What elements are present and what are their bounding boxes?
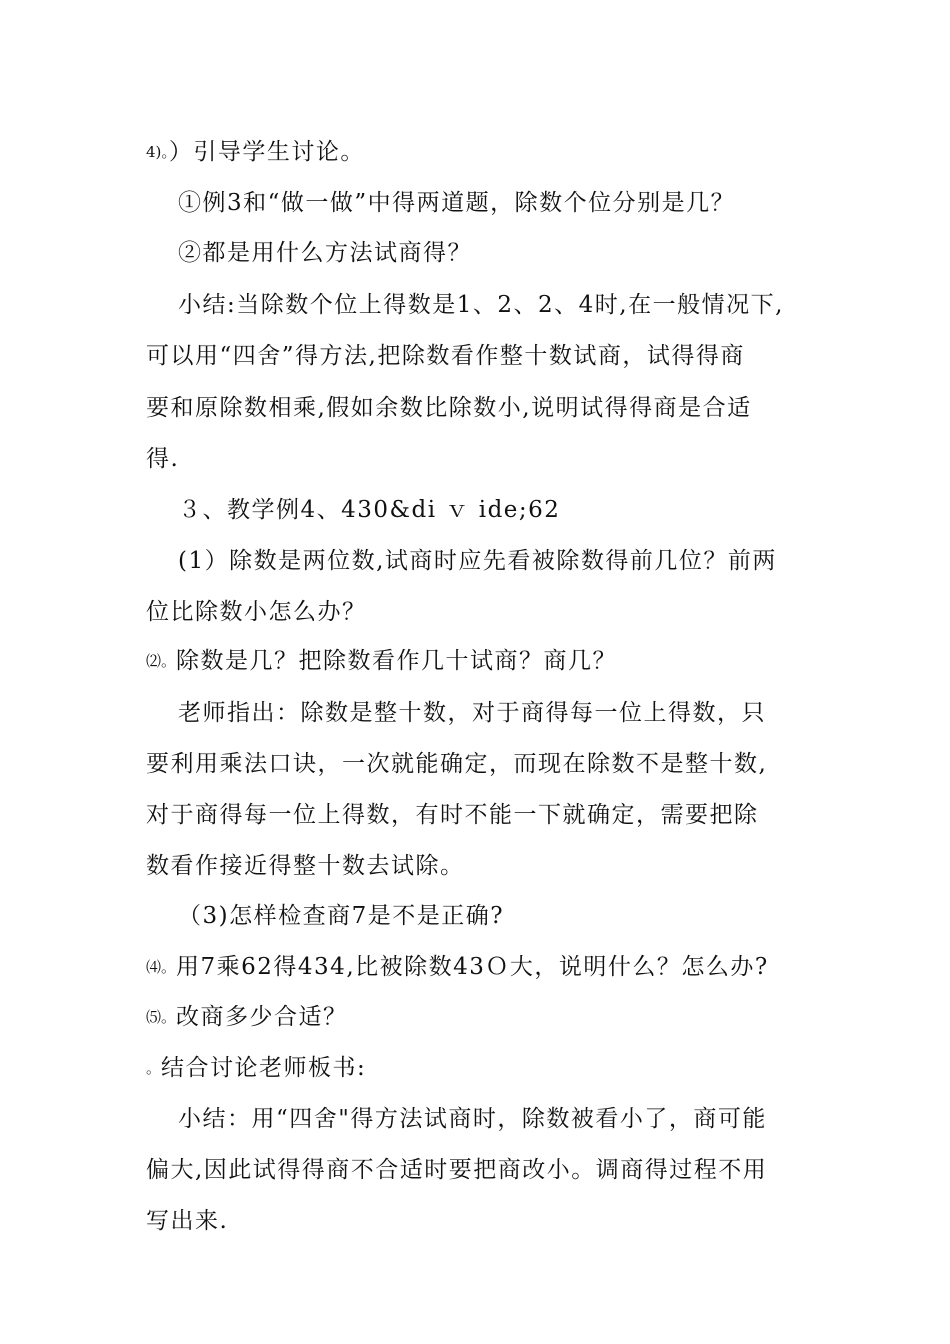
list-marker: ⑷。 — [146, 958, 177, 976]
paragraph-line: 要利用乘法口诀，一次就能确定，而现在除数不是整十数, — [146, 751, 768, 777]
paragraph-line: 小结:当除数个位上得数是1、2、2、4时,在一般情况下, — [178, 292, 784, 318]
paragraph-line: 可以用“四舍”得方法,把除数看作整十数试商，试得得商 — [146, 343, 745, 369]
paragraph-line: ①例3和“做一做”中得两道题，除数个位分别是几？ — [178, 190, 736, 216]
paragraph-line: (1）除数是两位数,试商时应先看被除数得前几位？前两 — [178, 548, 777, 574]
paragraph-line: 位比除数小怎么办？ — [146, 599, 367, 625]
list-marker: 4)。 — [146, 143, 169, 161]
paragraph-line: 对于商得每一位上得数，有时不能一下就确定，需要把除 — [146, 802, 759, 828]
line-text: 除数是几？把除数看作几十试商？商几？ — [176, 648, 618, 674]
paragraph-line: 得. — [146, 446, 180, 472]
paragraph-line: 老师指出：除数是整十数，对于商得每一位上得数，只 — [178, 700, 766, 726]
list-marker: ⑵。 — [146, 652, 177, 670]
line-text: 用7乘62得434,比被除数43Ｏ大，说明什么？怎么办? — [176, 954, 769, 980]
paragraph-line — [146, 137, 365, 167]
paragraph-line — [146, 952, 769, 982]
paragraph-line: ②都是用什么方法试商得？ — [178, 240, 472, 266]
paragraph-line: 小结：用“四舍"得方法试商时，除数被看小了，商可能 — [178, 1106, 767, 1132]
section-heading: ３、教学例4、430&di ｖ ide;62 — [178, 497, 561, 523]
list-marker: 。 — [146, 1059, 162, 1077]
paragraph-line: （3)怎样检查商7是不是正确? — [178, 903, 505, 929]
paragraph-line: 偏大,因此试得得商不合适时要把商改小。调商得过程不用 — [146, 1157, 768, 1183]
paragraph-line: 要和原除数相乘,假如余数比除数小,说明试得得商是合适 — [146, 395, 752, 421]
paragraph-line — [146, 1002, 348, 1032]
paragraph-line: 数看作接近得整十数去试除。 — [146, 853, 465, 879]
paragraph-line — [146, 1053, 366, 1083]
line-text: ）引导学生讨论。 — [168, 139, 365, 165]
list-marker: ⑸。 — [146, 1008, 177, 1026]
line-text: 改商多少合适？ — [176, 1004, 348, 1030]
paragraph-line — [146, 646, 617, 676]
line-text: 结合讨论老师板书: — [161, 1055, 367, 1081]
paragraph-line: 写出来. — [146, 1208, 229, 1234]
